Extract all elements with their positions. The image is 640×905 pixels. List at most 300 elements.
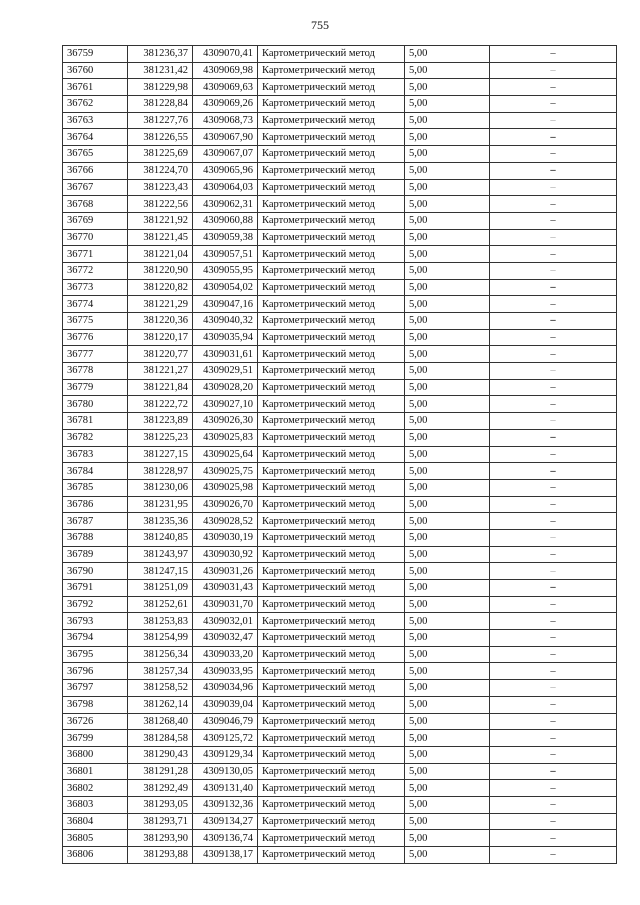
method-cell: Картометрический метод — [258, 446, 405, 463]
point-number-cell: 36799 — [63, 730, 128, 747]
accuracy-cell: 5,00 — [405, 296, 490, 313]
note-cell: – — [490, 496, 617, 513]
x-coordinate-cell: 381254,99 — [128, 630, 193, 647]
note-cell: – — [490, 229, 617, 246]
table-row — [63, 730, 617, 747]
accuracy-cell: 5,00 — [405, 62, 490, 79]
table-row — [63, 796, 617, 813]
point-number-cell: 36781 — [63, 413, 128, 430]
x-coordinate-cell: 381224,70 — [128, 162, 193, 179]
note-cell: – — [490, 513, 617, 530]
accuracy-cell: 5,00 — [405, 813, 490, 830]
x-coordinate-cell: 381221,84 — [128, 379, 193, 396]
note-cell: – — [490, 730, 617, 747]
y-coordinate-cell: 4309027,10 — [193, 396, 258, 413]
table-row — [63, 830, 617, 847]
accuracy-cell: 5,00 — [405, 680, 490, 697]
accuracy-cell: 5,00 — [405, 246, 490, 263]
note-cell: – — [490, 646, 617, 663]
y-coordinate-cell: 4309131,40 — [193, 780, 258, 797]
table-row — [63, 630, 617, 647]
accuracy-cell: 5,00 — [405, 179, 490, 196]
x-coordinate-cell: 381220,36 — [128, 313, 193, 330]
x-coordinate-cell: 381262,14 — [128, 696, 193, 713]
accuracy-cell: 5,00 — [405, 663, 490, 680]
method-cell: Картометрический метод — [258, 630, 405, 647]
table-row — [63, 279, 617, 296]
point-number-cell: 36759 — [63, 46, 128, 63]
note-cell: – — [490, 680, 617, 697]
y-coordinate-cell: 4309060,88 — [193, 212, 258, 229]
y-coordinate-cell: 4309069,63 — [193, 79, 258, 96]
note-cell: – — [490, 296, 617, 313]
note-cell: – — [490, 196, 617, 213]
note-cell: – — [490, 313, 617, 330]
table-row — [63, 162, 617, 179]
accuracy-cell: 5,00 — [405, 730, 490, 747]
table-row — [63, 179, 617, 196]
accuracy-cell: 5,00 — [405, 46, 490, 63]
table-row — [63, 646, 617, 663]
method-cell: Картометрический метод — [258, 780, 405, 797]
x-coordinate-cell: 381256,34 — [128, 646, 193, 663]
method-cell: Картометрический метод — [258, 162, 405, 179]
y-coordinate-cell: 4309031,70 — [193, 596, 258, 613]
accuracy-cell: 5,00 — [405, 429, 490, 446]
method-cell: Картометрический метод — [258, 79, 405, 96]
accuracy-cell: 5,00 — [405, 529, 490, 546]
x-coordinate-cell: 381236,37 — [128, 46, 193, 63]
y-coordinate-cell: 4309057,51 — [193, 246, 258, 263]
method-cell: Картометрический метод — [258, 696, 405, 713]
note-cell: – — [490, 563, 617, 580]
accuracy-cell: 5,00 — [405, 313, 490, 330]
table-row — [63, 663, 617, 680]
point-number-cell: 36769 — [63, 212, 128, 229]
table-row — [63, 329, 617, 346]
method-cell: Картометрический метод — [258, 429, 405, 446]
y-coordinate-cell: 4309069,26 — [193, 96, 258, 113]
point-number-cell: 36806 — [63, 847, 128, 864]
table-row — [63, 446, 617, 463]
table-row — [63, 813, 617, 830]
y-coordinate-cell: 4309026,70 — [193, 496, 258, 513]
point-number-cell: 36771 — [63, 246, 128, 263]
note-cell: – — [490, 613, 617, 630]
accuracy-cell: 5,00 — [405, 212, 490, 229]
x-coordinate-cell: 381243,97 — [128, 546, 193, 563]
note-cell: – — [490, 813, 617, 830]
note-cell: – — [490, 847, 617, 864]
accuracy-cell: 5,00 — [405, 479, 490, 496]
x-coordinate-cell: 381225,69 — [128, 146, 193, 163]
y-coordinate-cell: 4309025,83 — [193, 429, 258, 446]
accuracy-cell: 5,00 — [405, 713, 490, 730]
point-number-cell: 36770 — [63, 229, 128, 246]
y-coordinate-cell: 4309026,30 — [193, 413, 258, 430]
accuracy-cell: 5,00 — [405, 496, 490, 513]
y-coordinate-cell: 4309129,34 — [193, 746, 258, 763]
x-coordinate-cell: 381284,58 — [128, 730, 193, 747]
point-number-cell: 36795 — [63, 646, 128, 663]
y-coordinate-cell: 4309069,98 — [193, 62, 258, 79]
table-row — [63, 229, 617, 246]
table-row — [63, 696, 617, 713]
point-number-cell: 36787 — [63, 513, 128, 530]
note-cell: – — [490, 212, 617, 229]
accuracy-cell: 5,00 — [405, 596, 490, 613]
x-coordinate-cell: 381222,56 — [128, 196, 193, 213]
note-cell: – — [490, 262, 617, 279]
accuracy-cell: 5,00 — [405, 847, 490, 864]
accuracy-cell: 5,00 — [405, 580, 490, 597]
x-coordinate-cell: 381229,98 — [128, 79, 193, 96]
accuracy-cell: 5,00 — [405, 196, 490, 213]
note-cell: – — [490, 463, 617, 480]
note-cell: – — [490, 429, 617, 446]
point-number-cell: 36801 — [63, 763, 128, 780]
method-cell: Картометрический метод — [258, 847, 405, 864]
note-cell: – — [490, 329, 617, 346]
accuracy-cell: 5,00 — [405, 613, 490, 630]
x-coordinate-cell: 381240,85 — [128, 529, 193, 546]
x-coordinate-cell: 381252,61 — [128, 596, 193, 613]
y-coordinate-cell: 4309040,32 — [193, 313, 258, 330]
accuracy-cell: 5,00 — [405, 630, 490, 647]
x-coordinate-cell: 381235,36 — [128, 513, 193, 530]
note-cell: – — [490, 396, 617, 413]
y-coordinate-cell: 4309035,94 — [193, 329, 258, 346]
note-cell: – — [490, 413, 617, 430]
x-coordinate-cell: 381291,28 — [128, 763, 193, 780]
y-coordinate-cell: 4309132,36 — [193, 796, 258, 813]
note-cell: – — [490, 830, 617, 847]
method-cell: Картометрический метод — [258, 262, 405, 279]
method-cell: Картометрический метод — [258, 146, 405, 163]
point-number-cell: 36800 — [63, 746, 128, 763]
y-coordinate-cell: 4309039,04 — [193, 696, 258, 713]
y-coordinate-cell: 4309030,19 — [193, 529, 258, 546]
note-cell: – — [490, 446, 617, 463]
method-cell: Картометрический метод — [258, 813, 405, 830]
accuracy-cell: 5,00 — [405, 646, 490, 663]
accuracy-cell: 5,00 — [405, 796, 490, 813]
y-coordinate-cell: 4309034,96 — [193, 680, 258, 697]
method-cell: Картометрический метод — [258, 112, 405, 129]
y-coordinate-cell: 4309065,96 — [193, 162, 258, 179]
table-row — [63, 596, 617, 613]
table-row — [63, 546, 617, 563]
method-cell: Картометрический метод — [258, 713, 405, 730]
y-coordinate-cell: 4309068,73 — [193, 112, 258, 129]
note-cell: – — [490, 96, 617, 113]
accuracy-cell: 5,00 — [405, 830, 490, 847]
accuracy-cell: 5,00 — [405, 463, 490, 480]
table-row — [63, 396, 617, 413]
method-cell: Картометрический метод — [258, 129, 405, 146]
accuracy-cell: 5,00 — [405, 229, 490, 246]
accuracy-cell: 5,00 — [405, 546, 490, 563]
point-number-cell: 36790 — [63, 563, 128, 580]
point-number-cell: 36778 — [63, 363, 128, 380]
method-cell: Картометрический метод — [258, 796, 405, 813]
point-number-cell: 36797 — [63, 680, 128, 697]
note-cell: – — [490, 713, 617, 730]
method-cell: Картометрический метод — [258, 62, 405, 79]
x-coordinate-cell: 381220,77 — [128, 346, 193, 363]
point-number-cell: 36765 — [63, 146, 128, 163]
table-row — [63, 680, 617, 697]
method-cell: Картометрический метод — [258, 479, 405, 496]
method-cell: Картометрический метод — [258, 546, 405, 563]
point-number-cell: 36774 — [63, 296, 128, 313]
note-cell: – — [490, 112, 617, 129]
x-coordinate-cell: 381257,34 — [128, 663, 193, 680]
note-cell: – — [490, 62, 617, 79]
point-number-cell: 36764 — [63, 129, 128, 146]
point-number-cell: 36783 — [63, 446, 128, 463]
accuracy-cell: 5,00 — [405, 763, 490, 780]
y-coordinate-cell: 4309138,17 — [193, 847, 258, 864]
x-coordinate-cell: 381293,88 — [128, 847, 193, 864]
point-number-cell: 36792 — [63, 596, 128, 613]
x-coordinate-cell: 381220,17 — [128, 329, 193, 346]
y-coordinate-cell: 4309067,90 — [193, 129, 258, 146]
table-row — [63, 196, 617, 213]
method-cell: Картометрический метод — [258, 379, 405, 396]
table-row — [63, 96, 617, 113]
point-number-cell: 36803 — [63, 796, 128, 813]
note-cell: – — [490, 346, 617, 363]
table-row — [63, 496, 617, 513]
point-number-cell: 36726 — [63, 713, 128, 730]
point-number-cell: 36796 — [63, 663, 128, 680]
point-number-cell: 36773 — [63, 279, 128, 296]
x-coordinate-cell: 381223,43 — [128, 179, 193, 196]
x-coordinate-cell: 381226,55 — [128, 129, 193, 146]
note-cell: – — [490, 279, 617, 296]
y-coordinate-cell: 4309030,92 — [193, 546, 258, 563]
method-cell: Картометрический метод — [258, 279, 405, 296]
note-cell: – — [490, 246, 617, 263]
point-number-cell: 36804 — [63, 813, 128, 830]
note-cell: – — [490, 129, 617, 146]
method-cell: Картометрический метод — [258, 496, 405, 513]
x-coordinate-cell: 381293,90 — [128, 830, 193, 847]
note-cell: – — [490, 580, 617, 597]
point-number-cell: 36785 — [63, 479, 128, 496]
accuracy-cell: 5,00 — [405, 262, 490, 279]
note-cell: – — [490, 529, 617, 546]
table-row — [63, 62, 617, 79]
note-cell: – — [490, 363, 617, 380]
x-coordinate-cell: 381221,27 — [128, 363, 193, 380]
y-coordinate-cell: 4309134,27 — [193, 813, 258, 830]
method-cell: Картометрический метод — [258, 680, 405, 697]
method-cell: Картометрический метод — [258, 346, 405, 363]
table-row — [63, 513, 617, 530]
note-cell: – — [490, 479, 617, 496]
y-coordinate-cell: 4309062,31 — [193, 196, 258, 213]
method-cell: Картометрический метод — [258, 513, 405, 530]
accuracy-cell: 5,00 — [405, 696, 490, 713]
method-cell: Картометрический метод — [258, 363, 405, 380]
accuracy-cell: 5,00 — [405, 413, 490, 430]
table-row — [63, 146, 617, 163]
method-cell: Картометрический метод — [258, 313, 405, 330]
accuracy-cell: 5,00 — [405, 129, 490, 146]
point-number-cell: 36794 — [63, 630, 128, 647]
x-coordinate-cell: 381253,83 — [128, 613, 193, 630]
x-coordinate-cell: 381293,71 — [128, 813, 193, 830]
accuracy-cell: 5,00 — [405, 162, 490, 179]
table-row — [63, 463, 617, 480]
y-coordinate-cell: 4309032,01 — [193, 613, 258, 630]
point-number-cell: 36775 — [63, 313, 128, 330]
x-coordinate-cell: 381228,84 — [128, 96, 193, 113]
note-cell: – — [490, 663, 617, 680]
y-coordinate-cell: 4309031,61 — [193, 346, 258, 363]
table-row — [63, 713, 617, 730]
y-coordinate-cell: 4309025,64 — [193, 446, 258, 463]
accuracy-cell: 5,00 — [405, 329, 490, 346]
accuracy-cell: 5,00 — [405, 146, 490, 163]
x-coordinate-cell: 381221,45 — [128, 229, 193, 246]
point-number-cell: 36766 — [63, 162, 128, 179]
y-coordinate-cell: 4309059,38 — [193, 229, 258, 246]
table-row — [63, 212, 617, 229]
point-number-cell: 36776 — [63, 329, 128, 346]
table-row — [63, 79, 617, 96]
x-coordinate-cell: 381247,15 — [128, 563, 193, 580]
accuracy-cell: 5,00 — [405, 79, 490, 96]
y-coordinate-cell: 4309033,95 — [193, 663, 258, 680]
point-number-cell: 36779 — [63, 379, 128, 396]
note-cell: – — [490, 179, 617, 196]
method-cell: Картометрический метод — [258, 663, 405, 680]
y-coordinate-cell: 4309031,43 — [193, 580, 258, 597]
method-cell: Картометрический метод — [258, 396, 405, 413]
method-cell: Картометрический метод — [258, 329, 405, 346]
table-row — [63, 112, 617, 129]
method-cell: Картометрический метод — [258, 463, 405, 480]
y-coordinate-cell: 4309033,20 — [193, 646, 258, 663]
y-coordinate-cell: 4309055,95 — [193, 262, 258, 279]
y-coordinate-cell: 4309047,16 — [193, 296, 258, 313]
x-coordinate-cell: 381251,09 — [128, 580, 193, 597]
table-row — [63, 379, 617, 396]
x-coordinate-cell: 381258,52 — [128, 680, 193, 697]
method-cell: Картометрический метод — [258, 830, 405, 847]
x-coordinate-cell: 381221,04 — [128, 246, 193, 263]
point-number-cell: 36780 — [63, 396, 128, 413]
method-cell: Картометрический метод — [258, 246, 405, 263]
point-number-cell: 36772 — [63, 262, 128, 279]
x-coordinate-cell: 381222,72 — [128, 396, 193, 413]
method-cell: Картометрический метод — [258, 563, 405, 580]
accuracy-cell: 5,00 — [405, 363, 490, 380]
table-row — [63, 529, 617, 546]
x-coordinate-cell: 381220,90 — [128, 262, 193, 279]
method-cell: Картометрический метод — [258, 96, 405, 113]
accuracy-cell: 5,00 — [405, 96, 490, 113]
method-cell: Картометрический метод — [258, 46, 405, 63]
table-row — [63, 563, 617, 580]
y-coordinate-cell: 4309025,75 — [193, 463, 258, 480]
x-coordinate-cell: 381231,95 — [128, 496, 193, 513]
note-cell: – — [490, 162, 617, 179]
x-coordinate-cell: 381220,82 — [128, 279, 193, 296]
point-number-cell: 36784 — [63, 463, 128, 480]
point-number-cell: 36791 — [63, 580, 128, 597]
point-number-cell: 36782 — [63, 429, 128, 446]
note-cell: – — [490, 596, 617, 613]
x-coordinate-cell: 381231,42 — [128, 62, 193, 79]
method-cell: Картометрический метод — [258, 196, 405, 213]
table-row — [63, 847, 617, 864]
table-row — [63, 613, 617, 630]
method-cell: Картометрический метод — [258, 212, 405, 229]
table-row — [63, 746, 617, 763]
coordinates-table-body — [63, 46, 617, 864]
method-cell: Картометрический метод — [258, 730, 405, 747]
note-cell: – — [490, 546, 617, 563]
point-number-cell: 36789 — [63, 546, 128, 563]
point-number-cell: 36768 — [63, 196, 128, 213]
point-number-cell: 36798 — [63, 696, 128, 713]
point-number-cell: 36767 — [63, 179, 128, 196]
x-coordinate-cell: 381223,89 — [128, 413, 193, 430]
x-coordinate-cell: 381293,05 — [128, 796, 193, 813]
y-coordinate-cell: 4309031,26 — [193, 563, 258, 580]
accuracy-cell: 5,00 — [405, 563, 490, 580]
note-cell: – — [490, 746, 617, 763]
table-row — [63, 313, 617, 330]
method-cell: Картометрический метод — [258, 613, 405, 630]
note-cell: – — [490, 780, 617, 797]
note-cell: – — [490, 763, 617, 780]
method-cell: Картометрический метод — [258, 763, 405, 780]
accuracy-cell: 5,00 — [405, 379, 490, 396]
method-cell: Картометрический метод — [258, 580, 405, 597]
table-row — [63, 429, 617, 446]
method-cell: Картометрический метод — [258, 596, 405, 613]
table-row — [63, 479, 617, 496]
method-cell: Картометрический метод — [258, 646, 405, 663]
method-cell: Картометрический метод — [258, 179, 405, 196]
table-row — [63, 413, 617, 430]
note-cell: – — [490, 796, 617, 813]
x-coordinate-cell: 381292,49 — [128, 780, 193, 797]
y-coordinate-cell: 4309028,52 — [193, 513, 258, 530]
table-row — [63, 346, 617, 363]
y-coordinate-cell: 4309125,72 — [193, 730, 258, 747]
note-cell: – — [490, 146, 617, 163]
method-cell: Картометрический метод — [258, 746, 405, 763]
note-cell: – — [490, 46, 617, 63]
x-coordinate-cell: 381227,15 — [128, 446, 193, 463]
method-cell: Картометрический метод — [258, 529, 405, 546]
method-cell: Картометрический метод — [258, 296, 405, 313]
x-coordinate-cell: 381290,43 — [128, 746, 193, 763]
point-number-cell: 36763 — [63, 112, 128, 129]
y-coordinate-cell: 4309028,20 — [193, 379, 258, 396]
page-number: 755 — [311, 18, 329, 32]
point-number-cell: 36802 — [63, 780, 128, 797]
point-number-cell: 36805 — [63, 830, 128, 847]
point-number-cell: 36760 — [63, 62, 128, 79]
y-coordinate-cell: 4309064,03 — [193, 179, 258, 196]
